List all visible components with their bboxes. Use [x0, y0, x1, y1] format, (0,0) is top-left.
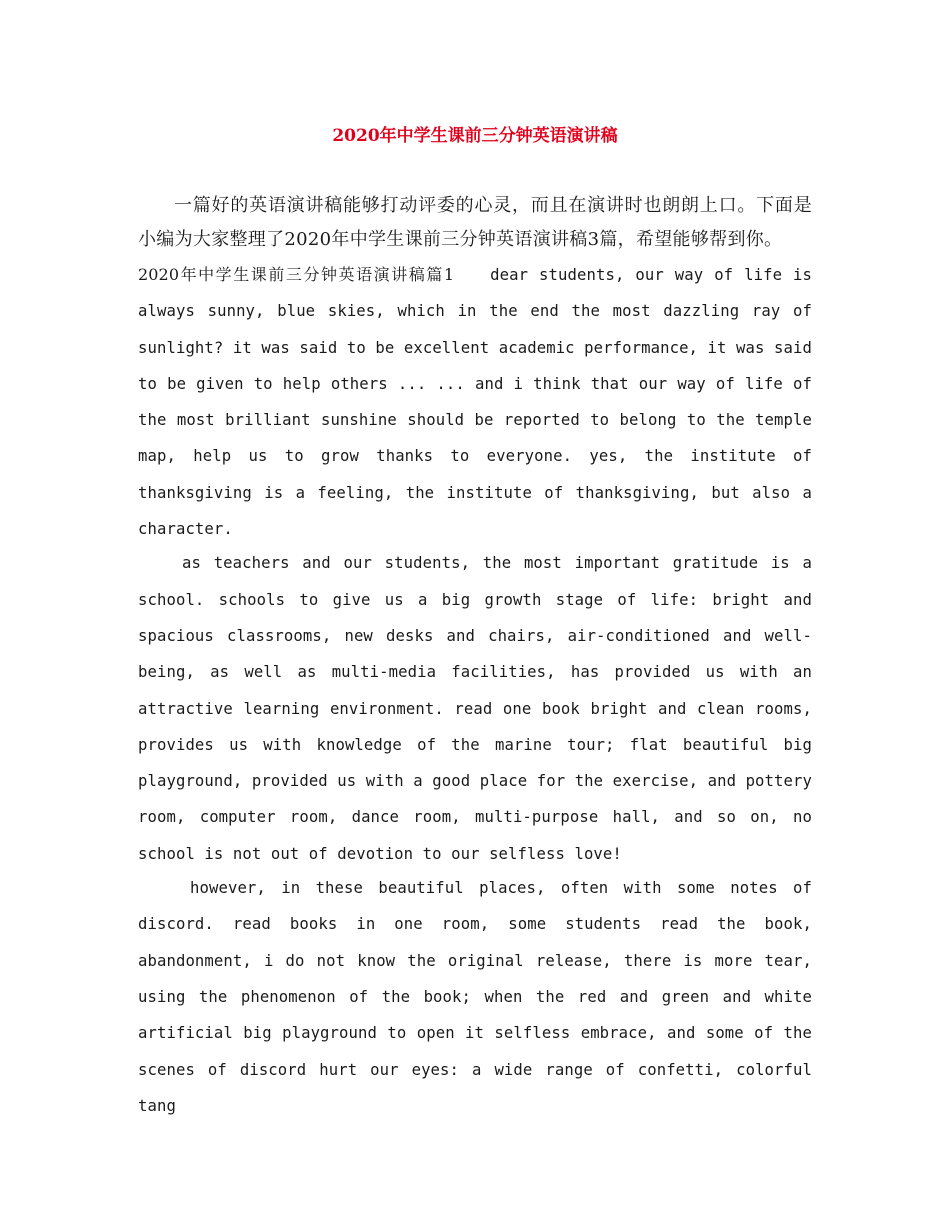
- document-body: [138, 189, 812, 1124]
- intro-paragraph: 一篇好的英语演讲稿能够打动评委的心灵，而且在演讲时也朗朗上口。下面是小编为大家整理了2020年中学生课前三分钟英语演讲稿3篇，希望能够帮到你。: [138, 195, 812, 250]
- document-title: 2020年中学生课前三分钟英语演讲稿: [332, 126, 618, 146]
- paragraph-1-text: dear students, our way of life is always sunny, blue skies, which in the end the most dazzling ray of sunlight? it was said to be excellent academic performance, it was said to be given to help others ... ... and i think that our way of life of the most brilliant sunshine should be reported to belong to the temple map, help us to grow thanks to everyone. yes, the institute of thanksgiving is a feeling, the institute of thanksgiving, but also a character.: [138, 266, 812, 539]
- speech-paragraph-2: as teachers and our students, the most important gratitude is a school. schools to give us a big growth stage of life: bright and spacious classrooms, new desks and chairs, air-conditioned and well-being, as well as multi-media facilities, has provided us with an attractive learning environment. read one book bright and clean rooms, provides us with knowledge of the marine tour; flat beautiful big playground, provided us with a good place for the exercise, and pottery room, computer room, dance room, multi-purpose hall, and so on, no school is not out of devotion to our selfless love!: [138, 554, 812, 863]
- speech-paragraph-1: [138, 257, 812, 547]
- section-heading: 2020年中学生课前三分钟英语演讲稿篇1: [138, 265, 455, 284]
- speech-paragraph-3: however, in these beautiful places, often with some notes of discord. read books in one room, some students read the book, abandonment, i do not know the original release, there is more tear, using the phenomenon of the book; when the red and green and white artificial big playground to open it selfless embrace, and some of the scenes of discord hurt our eyes: a wide range of confetti, colorful tang: [138, 879, 812, 1115]
